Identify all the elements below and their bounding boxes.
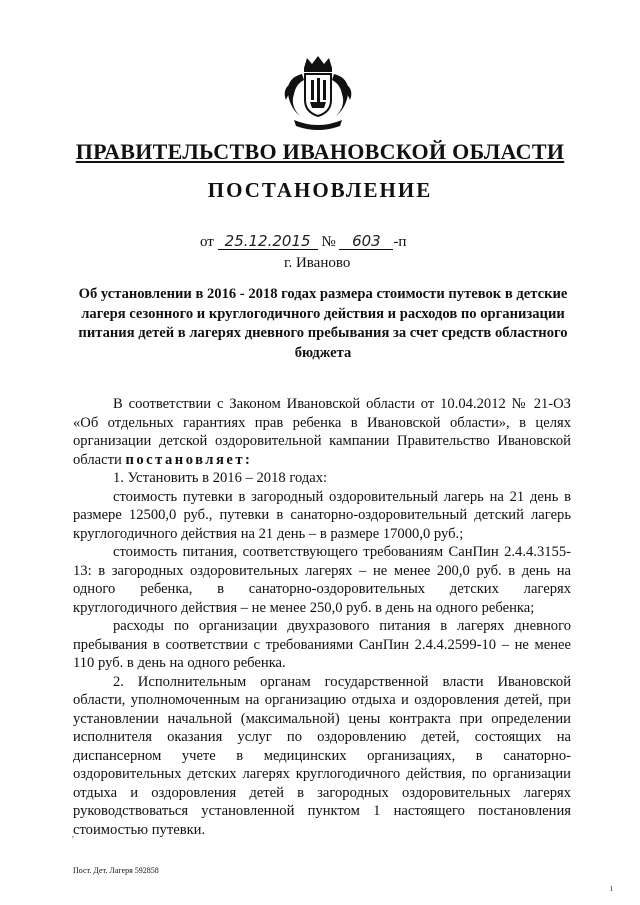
government-title: ПРАВИТЕЛЬСТВО ИВАНОВСКОЙ ОБЛАСТИ <box>75 139 565 164</box>
decree-subject-heading: Об установлении в 2016 - 2018 годах размера стоимости путевок в детские лагеря сезонного и круглогодичного действия и расходов по организации питания детей в лагерях дневного пребывания за счет средств областного бюджета <box>78 286 568 361</box>
city-name: г. Иваново <box>284 255 351 271</box>
paragraph-item1: 1. Установить в 2016 – 2018 годах: <box>113 470 328 486</box>
decree-body <box>73 395 571 839</box>
edge-tick-mark: ı <box>610 883 613 894</box>
paragraph-item1-meal-cost: стоимость питания, соответствующего требованиям СанПин 2.4.4.3155-13: в загородных оздоровительных лагерях – не менее 200,0 руб. в день на одного ребенка, в санаторно-оздоровительных детских лагерях круглогодичного действия – не менее 250,0 руб. в день на одного ребенка; <box>73 544 571 616</box>
coat-of-arms-emblem <box>280 54 356 134</box>
decree-number-handwritten: 603 <box>339 233 393 250</box>
number-prefix: № <box>321 234 336 250</box>
decree-type-title: ПОСТАНОВЛЕНИЕ <box>207 178 433 202</box>
decree-date-line <box>200 233 406 251</box>
margin-tick-mark: ' <box>72 835 74 846</box>
decree-date-handwritten: 25.12.2015 <box>218 233 318 250</box>
paragraph-intro <box>73 395 571 469</box>
intro-text: В соответствии с Законом Ивановской области от 10.04.2012 № 21-ОЗ «Об отдельных гарантиях прав ребенка в Ивановской области», в целях организации детской оздоровительной кампании Правительство Ивановской области <box>73 396 571 468</box>
paragraph-item1-voucher-cost: стоимость путевки в загородный оздоровительный лагерь на 21 день в размере 12500,0 руб., путевки в санаторно-оздоровительный детский лагерь круглогодичного действия на 21 день – в размере 17000,0 руб.; <box>73 488 571 542</box>
resolves-word: постановляет: <box>125 451 253 468</box>
paragraph-item2: 2. Исполнительным органам государственной власти Ивановской области, уполномоченным на организацию отдыха и оздоровления детей, при установлении начальной (максимальной) цены контракта при определении исполнителя оказания услуг по оздоровлению детей, состоящих на диспансерном учете в медицинских организациях, в санаторно-оздоровительных детских лагерях круглогодичного действия, по организации отдыха и оздоровления детей в загородных оздоровительных лагерях руководствоваться установленной пунктом 1 настоящего постановления стоимостью путевки. <box>73 673 571 838</box>
date-prefix: от <box>200 234 214 250</box>
paragraph-item1-day-camp-meals: расходы по организации двухразового питания в лагерях дневного пребывания в соответствии с требованиями СанПин 2.4.4.2599-10 – не менее 110 руб. в день на одного ребенка. <box>73 618 571 671</box>
number-suffix: -п <box>393 234 407 250</box>
footer-file-note: Пост. Дет. Лагеря 592858 <box>73 866 159 875</box>
